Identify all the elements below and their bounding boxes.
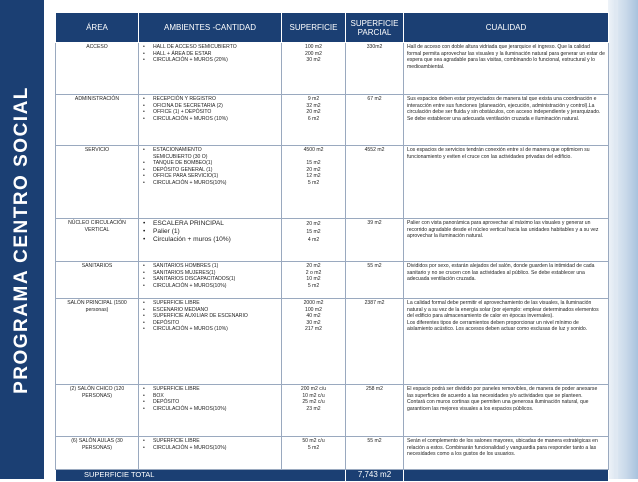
table-row: [56, 385, 609, 437]
superficie-value: 20 m2: [306, 109, 321, 115]
table-row: [56, 262, 609, 299]
superficie-value: 20 m2: [306, 166, 321, 173]
header-parcial-line2: PARCIAL: [357, 27, 392, 37]
ambiente-item: • OFICINA DE SECRETARIA (2): [142, 103, 278, 110]
cualidad-cell: Los espacios de servicios tendrán conexión entre sí de manera que optimicen su funcionamiento y eviten el cruce con las actividades privadas del edificio.: [404, 146, 609, 219]
superficie-value: 200 m2: [305, 50, 322, 57]
superficie-value: 10 m2 c/u: [302, 392, 325, 399]
superficie-value: 2 o m2: [305, 269, 322, 276]
ambiente-item: • Circulación + muros (10%): [142, 236, 278, 244]
parcial-cell: 330m2: [346, 43, 404, 95]
area-cell: ACCESO: [56, 43, 139, 95]
parcial-cell: 39 m2: [346, 219, 404, 262]
ambiente-item: • DEPÓSITO: [142, 399, 278, 406]
cualidad-cell: Palier con vista panorámica para aprovechar al máximo las visuales y generar un recorrido agradable desde el núcleo vertical hacia las unidades habitables y a su vez aprovechar la iluminación natural.: [404, 219, 609, 262]
header-cualidad: CUALIDAD: [404, 13, 609, 43]
ambiente-item: • OFFICE PARA SERVICIO(1): [142, 173, 278, 180]
table-row: [56, 95, 609, 146]
cualidad-cell: Divididos por sexo, estarán alejados del salón, donde guarden la intimidad de cada sanitario y no se crucen con las actividades al público. Se debe establecer una adecuada ventilación cruzada.: [404, 262, 609, 299]
superficie-cell: [282, 385, 346, 437]
superficie-value: 100 m2: [305, 44, 322, 50]
area-cell: (6) SALÓN AULAS (30 PERSONAS): [56, 437, 139, 470]
superficie-value: 40 m2: [306, 313, 321, 319]
superficie-cell: [282, 219, 346, 262]
superficie-value: 6 m2: [307, 115, 320, 122]
cualidad-cell: La calidad formal debe permitir el aprovechamiento de las visuales, la iluminación natural y a su vez de la energía solar (por ejemplo: emplear determinados elementos del edificio para almacenamiento de calor en épocas invernales). Los diferentes tipos de cerramientos deben proporcionar un nivel mínimo de aislamiento acústico. Los accesos deben actuar como esclusas de luz y sonido.: [404, 299, 609, 385]
superficie-value: 5 m2: [307, 282, 320, 289]
ambientes-list: [142, 44, 278, 64]
area-cell: ADMINISTRACIÓN: [56, 95, 139, 146]
superficie-value: 32 m2: [306, 102, 321, 109]
ambientes-cell: [139, 299, 282, 385]
superficie-cell: [282, 146, 346, 219]
superficie-value: 100 m2: [305, 306, 322, 313]
parcial-cell: 258 m2: [346, 385, 404, 437]
parcial-cell: 2387 m2: [346, 299, 404, 385]
right-decorative-band: [608, 0, 638, 479]
cualidad-cell: Hall de acceso con doble altura vidriada que jerarquice el ingreso. Que la calidad formal permita aprovechar las visuales y la iluminación natural para generar un estar de espera que sea agradable para las visitas, combinando lo funcional, estructural y lo medioambiental.: [404, 43, 609, 95]
header-superficie: SUPERFICIE: [282, 13, 346, 43]
ambiente-item: • RECEPCIÓN Y REGISTRO: [142, 96, 278, 103]
ambiente-item: • SUPERFICIE LIBRE: [142, 386, 278, 393]
area-cell: SANITARIOS: [56, 262, 139, 299]
ambiente-item: • BOX: [142, 393, 278, 400]
parcial-cell: 55 m2: [346, 437, 404, 470]
ambiente-item: • CIRCULACIÓN + MUROS (20%): [142, 57, 278, 64]
superficie-value: 10 m2: [306, 276, 321, 282]
superficie-value: 200 m2 c/u: [300, 386, 327, 392]
superficie-value: 4 m2: [307, 237, 320, 243]
ambiente-item: • SUPERFICIE LIBRE: [142, 438, 278, 445]
ambiente-item: • SUPERFICIE AUXILIAR DE ESCENARIO: [142, 313, 278, 320]
ambiente-item: • ESCENARIO MEDIANO: [142, 307, 278, 314]
superficie-value: 23 m2: [306, 405, 321, 412]
superficie-value: 5 m2: [307, 444, 320, 451]
superficie-value: 15 m2: [306, 160, 321, 166]
superficie-value: 12 m2: [306, 173, 321, 179]
superficie-value: 4500 m2: [303, 147, 324, 153]
header-parcial-line1: SUPERFICIE: [350, 18, 399, 28]
ambientes-cell: [139, 385, 282, 437]
area-cell: NÚCLEO CIRCULACIÓN VERTICAL: [56, 219, 139, 262]
superficie-value: 50 m2 c/u: [302, 438, 325, 444]
ambiente-item: • SANITARIOS HOMBRES (1): [142, 263, 278, 270]
superficie-value: 9 m2: [307, 96, 320, 102]
area-cell: SERVICIO: [56, 146, 139, 219]
total-value: 7,743 m2: [346, 470, 404, 482]
ambientes-list: [142, 147, 278, 186]
superficie-value: 30 m2: [306, 57, 321, 63]
table-row: [56, 299, 609, 385]
superficie-value: 20 m2: [306, 221, 321, 227]
superficie-value: 5 m2: [307, 179, 320, 186]
ambiente-item: • HALL + ÁREA DE ESTAR: [142, 51, 278, 58]
superficie-value: 15 m2: [306, 229, 321, 235]
superficie-value: 20 m2: [306, 263, 321, 269]
ambientes-list: [142, 386, 278, 412]
cualidad-cell: Serán el complemento de los salones mayores, ubicadas de manera estratégicas en relación a estos. Combinarán funcionalidad y vanguardia para responder tanto a las necesidades como a los gustos de los usuarios.: [404, 437, 609, 470]
vertical-title-wrap: [0, 0, 44, 479]
table-row: [56, 219, 609, 262]
ambiente-item: • CIRCULACIÓN + MUROS(10%): [142, 283, 278, 290]
ambientes-cell: [139, 262, 282, 299]
ambiente-item: • SANITARIOS MUJERES(1): [142, 270, 278, 277]
ambientes-list: [142, 300, 278, 333]
parcial-cell: 67 m2: [346, 95, 404, 146]
ambientes-cell: [139, 146, 282, 219]
ambiente-item: • ESTACIONAMIENTO: [142, 147, 278, 154]
ambientes-cell: [139, 219, 282, 262]
ambiente-item: • HALL DE ACCESO SEMICUBIERTO: [142, 44, 278, 51]
superficie-value: 217 m2: [305, 326, 322, 332]
ambientes-list: [142, 263, 278, 289]
ambiente-item: SEMICUBIERTO (30 O): [153, 153, 208, 160]
ambientes-list: [142, 220, 278, 244]
superficie-cell: [282, 299, 346, 385]
table-body: [56, 43, 609, 470]
program-table: [55, 12, 609, 482]
table-row: [56, 146, 609, 219]
ambientes-list: [142, 438, 278, 451]
ambientes-list: [142, 96, 278, 122]
ambiente-item: • CIRCULACIÓN + MUROS (10%): [142, 116, 278, 123]
ambientes-cell: [139, 95, 282, 146]
ambiente-item: • SUPERFICIE LIBRE: [142, 300, 278, 307]
ambiente-item: • DEPÓSITO GENERAL (1): [142, 167, 278, 174]
ambiente-item: • CIRCULACIÓN + MUROS (10%): [142, 326, 278, 333]
ambiente-item: • ESCALERA PRINCIPAL: [142, 220, 278, 228]
ambiente-item: • CIRCULACIÓN + MUROS(10%): [142, 445, 278, 452]
parcial-cell: 55 m2: [346, 262, 404, 299]
parcial-cell: 4552 m2: [346, 146, 404, 219]
area-cell: SALÓN PRINCIPAL (1500 personas): [56, 299, 139, 385]
table-row: [56, 437, 609, 470]
superficie-cell: [282, 95, 346, 146]
header-row: [56, 13, 609, 43]
superficie-cell: [282, 437, 346, 470]
superficie-value: 25 m2 c/u: [302, 399, 325, 405]
ambiente-item: • CIRCULACIÓN + MUROS(10%): [142, 180, 278, 187]
ambiente-item: • OFFICE (1) + DEPÓSITO: [142, 109, 278, 116]
ambientes-cell: [139, 43, 282, 95]
ambiente-item: • CIRCULACIÓN + MUROS(10%): [142, 406, 278, 413]
superficie-value: 2000 m2: [303, 300, 324, 306]
ambiente-item: • TANQUE DE BOMBEO(1): [142, 160, 278, 167]
superficie-cell: [282, 43, 346, 95]
superficie-value: 30 m2: [306, 319, 321, 326]
ambientes-cell: [139, 437, 282, 470]
total-row: [56, 470, 609, 482]
cualidad-cell: El espacio podrá ser dividido por paneles removibles, de manera de poder anexarse las superficies de acuerdo a las necesidades y/o actividades que se planteen. Contará con muros cortinas que permiten una generosa iluminación natural, que garanticen las mejores visuales a los espacios públicos.: [404, 385, 609, 437]
cualidad-cell: Sus espacios deben estar proyectados de manera tal que exista una coordinación e interacción entre sus funciones (planeación, ejecución, administración y control).La circulación debe ser fluida y sin obstáculos, con acceso independiente y jerarquizado. Se debe establecer una adecuada ventilación cruzada e iluminación natural.: [404, 95, 609, 146]
area-cell: (2) SALÓN CHICO (120 PERSONAS): [56, 385, 139, 437]
ambiente-item: • SANITARIOS DISCAPACITADOS(1): [142, 276, 278, 283]
ambiente-item: • DEPÓSITO: [142, 320, 278, 327]
header-ambientes: AMBIENTES -CANTIDAD: [139, 13, 282, 43]
table-row: [56, 43, 609, 95]
total-filler: [404, 470, 609, 482]
total-label: SUPERFICIE TOTAL: [56, 470, 346, 482]
superficie-cell: [282, 262, 346, 299]
vertical-title: PROGRAMA CENTRO SOCIAL: [11, 85, 33, 394]
ambiente-item: • Palier (1): [142, 228, 278, 236]
header-area: ÁREA: [56, 13, 139, 43]
header-superficie-parcial: [346, 13, 404, 43]
